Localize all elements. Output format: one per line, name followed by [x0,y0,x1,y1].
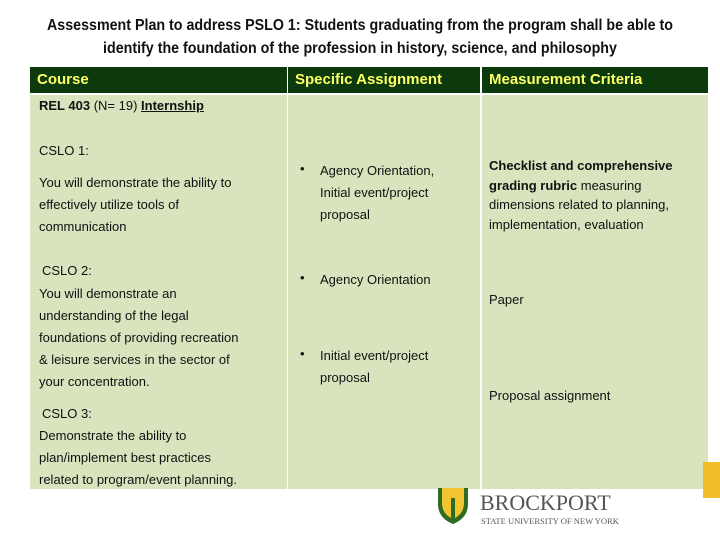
criteria-cell [482,95,708,489]
bullet-icon: • [300,270,305,285]
cslo2-text: You will demonstrate an understanding of the legal foundations of providing recreation & leisure services in the sector of your concentration. [39,286,239,389]
criteria-paper: Paper [489,292,524,307]
cslo2-label: CSLO 2: [42,263,92,278]
svg-text:STATE UNIVERSITY OF NEW YORK: STATE UNIVERSITY OF NEW YORK [481,516,619,526]
svg-text:BROCKPORT: BROCKPORT [480,490,611,515]
assignment-cell [288,95,480,489]
header-course: Course [30,67,287,93]
cslo3-label: CSLO 3: [42,406,92,421]
course-line: REL 403 (N= 19) Internship [39,98,204,113]
assignment-item: Agency Orientation, Initial event/project proposal [320,163,435,222]
brockport-logo [436,488,636,537]
header-criteria: Measurement Criteria [482,67,708,93]
cslo3-text: Demonstrate the ability to plan/implement best practices related to program/event planning. [39,428,238,487]
bullet-icon: • [300,161,305,176]
cslo1-text: You will demonstrate the ability to effectively utilize tools of communication [39,175,232,234]
accent-bar [703,462,720,498]
assignment-item: Agency Orientation [320,272,431,287]
bullet-icon: • [300,346,305,361]
cslo1-label: CSLO 1: [39,143,89,158]
assignment-item: Initial event/project proposal [320,348,429,385]
criteria-proposal: Proposal assignment [489,388,611,403]
course-cell [30,95,287,489]
slide-title: Assessment Plan to address PSLO 1: Students graduating from the program shall be able to identify the foundation of the profession in history, science, and philosophy [46,17,673,57]
header-assignment: Specific Assignment [288,67,480,93]
assessment-table [30,67,708,489]
criteria-rubric: Checklist and comprehensive grading rubric measuring dimensions related to planning, implementation, evaluation [489,158,673,232]
